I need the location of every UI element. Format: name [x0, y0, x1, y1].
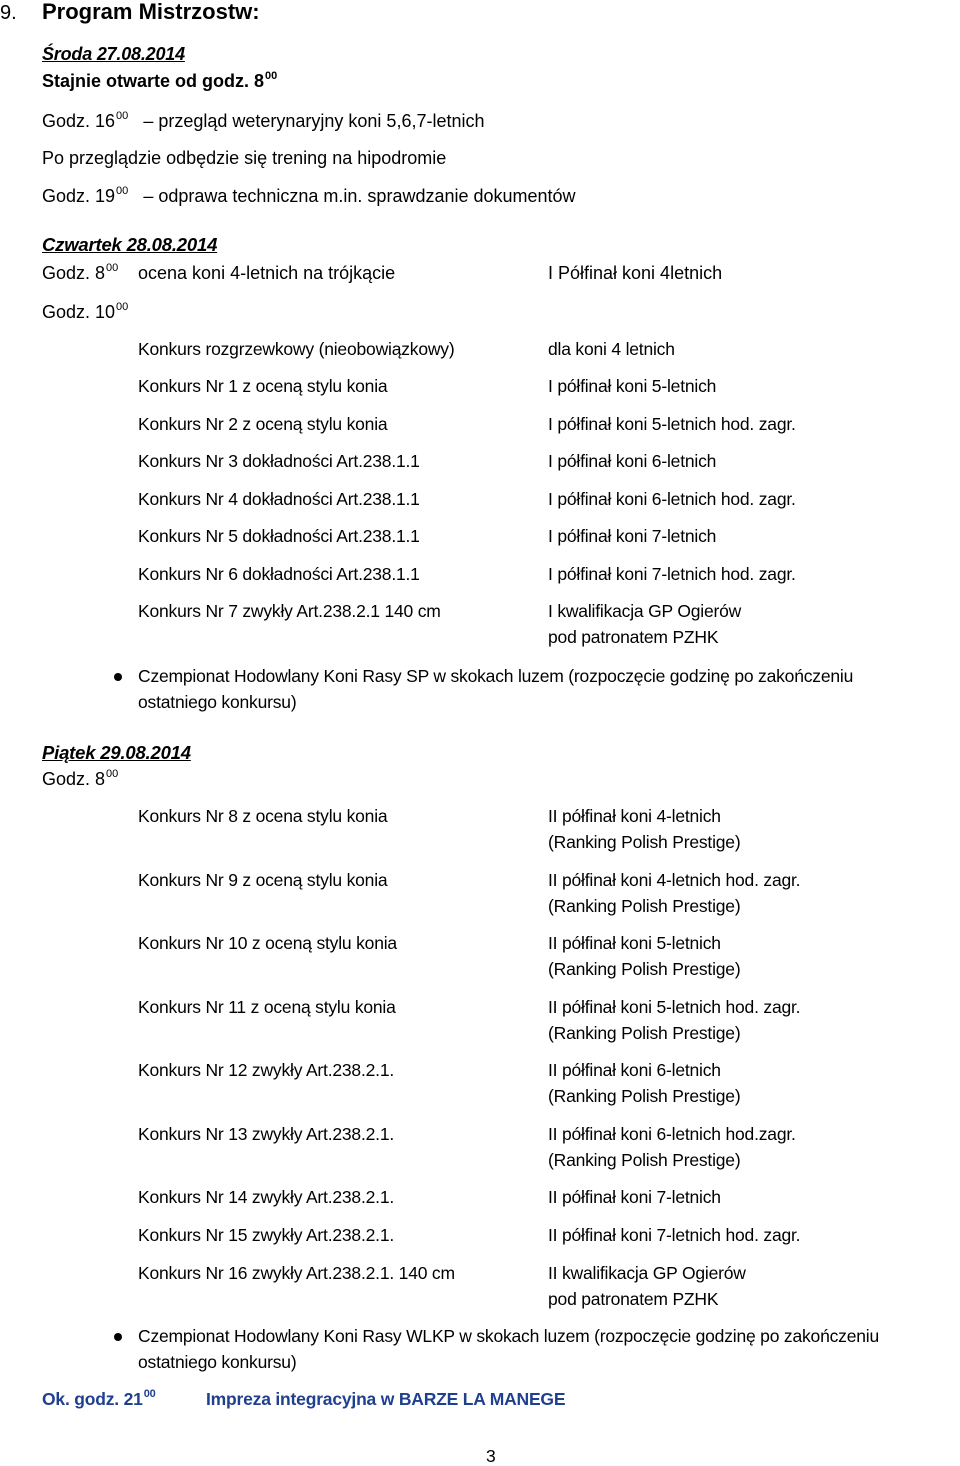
stables-open-line — [42, 72, 277, 90]
section-number: 9. — [0, 2, 17, 24]
vet-check-godz: Godz. 16 — [42, 111, 116, 131]
friday-row-8-right2: pod patronatem PZHK — [548, 1289, 719, 1309]
thursday-row-2-right: I półfinał koni 5-letnich hod. zagr. — [548, 414, 796, 434]
thursday-row-5-right: I półfinał koni 7-letnich — [548, 526, 717, 546]
briefing-sup: 00 — [116, 185, 129, 197]
friday-bullet-line2: ostatniego konkursu) — [138, 1352, 297, 1372]
friday-row-0-right: II półfinał koni 4-letnich — [548, 806, 721, 826]
thursday-row-0-left: Konkurs rozgrzewkowy (nieobowiązkowy) — [138, 339, 455, 359]
thursday-bullet — [114, 673, 122, 681]
friday-row-3-left: Konkurs Nr 11 z oceną stylu konia — [138, 997, 396, 1017]
friday-row-0-left: Konkurs Nr 8 z ocena stylu konia — [138, 806, 388, 826]
thursday-row-1-left: Konkurs Nr 1 z oceną stylu konia — [138, 376, 388, 396]
friday-row-2-left: Konkurs Nr 10 z oceną stylu konia — [138, 933, 397, 953]
friday-row-8-right: II kwalifikacja GP Ogierów — [548, 1263, 746, 1283]
wednesday-heading: Środa 27.08.2014 — [42, 44, 185, 64]
stables-sup: 00 — [265, 70, 278, 82]
stables-text: Stajnie otwarte od godz. 8 — [42, 71, 265, 91]
thursday-row-2-left: Konkurs Nr 2 z oceną stylu konia — [138, 414, 388, 434]
friday-godz8-sup: 00 — [106, 768, 119, 780]
briefing-text: – odprawa techniczna m.in. sprawdzanie dokumentów — [143, 186, 576, 206]
evening-time-sup: 00 — [143, 1388, 156, 1400]
thursday-row-4-left: Konkurs Nr 4 dokładności Art.238.1.1 — [138, 489, 420, 509]
thursday-row-1-right: I półfinał koni 5-letnich — [548, 376, 717, 396]
thursday-godz10-sup: 00 — [116, 301, 129, 313]
briefing-line — [42, 187, 576, 205]
friday-row-8-left: Konkurs Nr 16 zwykły Art.238.2.1. 140 cm — [138, 1263, 455, 1283]
thursday-row-6-left: Konkurs Nr 6 dokładności Art.238.1.1 — [138, 564, 420, 584]
friday-godz8 — [42, 770, 118, 788]
friday-row-3-right2: (Ranking Polish Prestige) — [548, 1023, 741, 1043]
evening-event: Impreza integracyjna w BARZE LA MANEGE — [206, 1389, 566, 1409]
thursday-row-5-left: Konkurs Nr 5 dokładności Art.238.1.1 — [138, 526, 420, 546]
friday-bullet-line1: Czempionat Hodowlany Koni Rasy WLKP w skokach luzem (rozpoczęcie godzinę po zakończeniu — [138, 1326, 879, 1346]
thursday-godz10-time: Godz. 10 — [42, 302, 116, 322]
thursday-godz8-right: I Półfinał koni 4letnich — [548, 263, 723, 283]
thursday-row-4-right: I półfinał koni 6-letnich hod. zagr. — [548, 489, 796, 509]
friday-row-5-right2: (Ranking Polish Prestige) — [548, 1150, 741, 1170]
section-title: Program Mistrzostw: — [42, 0, 260, 24]
friday-row-6-right: II półfinał koni 7-letnich — [548, 1187, 721, 1207]
friday-row-7-right: II półfinał koni 7-letnich hod. zagr. — [548, 1225, 801, 1245]
vet-check-text: – przegląd weterynaryjny koni 5,6,7-letnich — [143, 111, 485, 131]
thursday-godz8-text: ocena koni 4-letnich na trójkącie — [138, 263, 396, 283]
thursday-godz8 — [42, 264, 118, 282]
friday-row-1-right: II półfinał koni 4-letnich hod. zagr. — [548, 870, 801, 890]
briefing-godz: Godz. 19 — [42, 186, 116, 206]
friday-row-4-left: Konkurs Nr 12 zwykły Art.238.2.1. — [138, 1060, 395, 1080]
friday-row-0-right2: (Ranking Polish Prestige) — [548, 832, 741, 852]
vet-check-line — [42, 112, 485, 130]
thursday-godz8-sup: 00 — [106, 262, 119, 274]
thursday-godz8-time: Godz. 8 — [42, 263, 106, 283]
friday-row-2-right: II półfinał koni 5-letnich — [548, 933, 721, 953]
thursday-row-7-right: I kwalifikacja GP Ogierów — [548, 601, 742, 621]
friday-row-3-right: II półfinał koni 5-letnich hod. zagr. — [548, 997, 801, 1017]
friday-heading: Piątek 29.08.2014 — [42, 742, 191, 763]
vet-check-sup: 00 — [116, 110, 129, 122]
friday-row-1-left: Konkurs Nr 9 z oceną stylu konia — [138, 870, 388, 890]
thursday-row-7-right2: pod patronatem PZHK — [548, 627, 719, 647]
friday-row-6-left: Konkurs Nr 14 zwykły Art.238.2.1. — [138, 1187, 395, 1207]
friday-godz8-time: Godz. 8 — [42, 769, 106, 789]
thursday-bullet-line2: ostatniego konkursu) — [138, 692, 297, 712]
friday-row-2-right2: (Ranking Polish Prestige) — [548, 959, 741, 979]
thursday-row-7-left: Konkurs Nr 7 zwykły Art.238.2.1 140 cm — [138, 601, 441, 621]
thursday-bullet-line1: Czempionat Hodowlany Koni Rasy SP w skokach luzem (rozpoczęcie godzinę po zakończeniu — [138, 666, 854, 686]
evening-time — [42, 1388, 156, 1409]
thursday-heading: Czwartek 28.08.2014 — [42, 234, 218, 255]
friday-row-1-right2: (Ranking Polish Prestige) — [548, 896, 741, 916]
thursday-row-0-right: dla koni 4 letnich — [548, 339, 675, 359]
friday-row-7-left: Konkurs Nr 15 zwykły Art.238.2.1. — [138, 1225, 395, 1245]
thursday-row-3-left: Konkurs Nr 3 dokładności Art.238.1.1 — [138, 451, 420, 471]
thursday-row-6-right: I półfinał koni 7-letnich hod. zagr. — [548, 564, 796, 584]
training-line: Po przeglądzie odbędzie się trening na hipodromie — [42, 148, 447, 168]
friday-row-4-right2: (Ranking Polish Prestige) — [548, 1086, 741, 1106]
thursday-row-3-right: I półfinał koni 6-letnich — [548, 451, 717, 471]
evening-time-text: Ok. godz. 21 — [42, 1389, 143, 1409]
thursday-godz10 — [42, 303, 128, 321]
friday-row-5-right: II półfinał koni 6-letnich hod.zagr. — [548, 1124, 796, 1144]
friday-row-4-right: II półfinał koni 6-letnich — [548, 1060, 721, 1080]
page-number: 3 — [486, 1446, 496, 1466]
friday-bullet — [114, 1333, 122, 1341]
friday-row-5-left: Konkurs Nr 13 zwykły Art.238.2.1. — [138, 1124, 395, 1144]
